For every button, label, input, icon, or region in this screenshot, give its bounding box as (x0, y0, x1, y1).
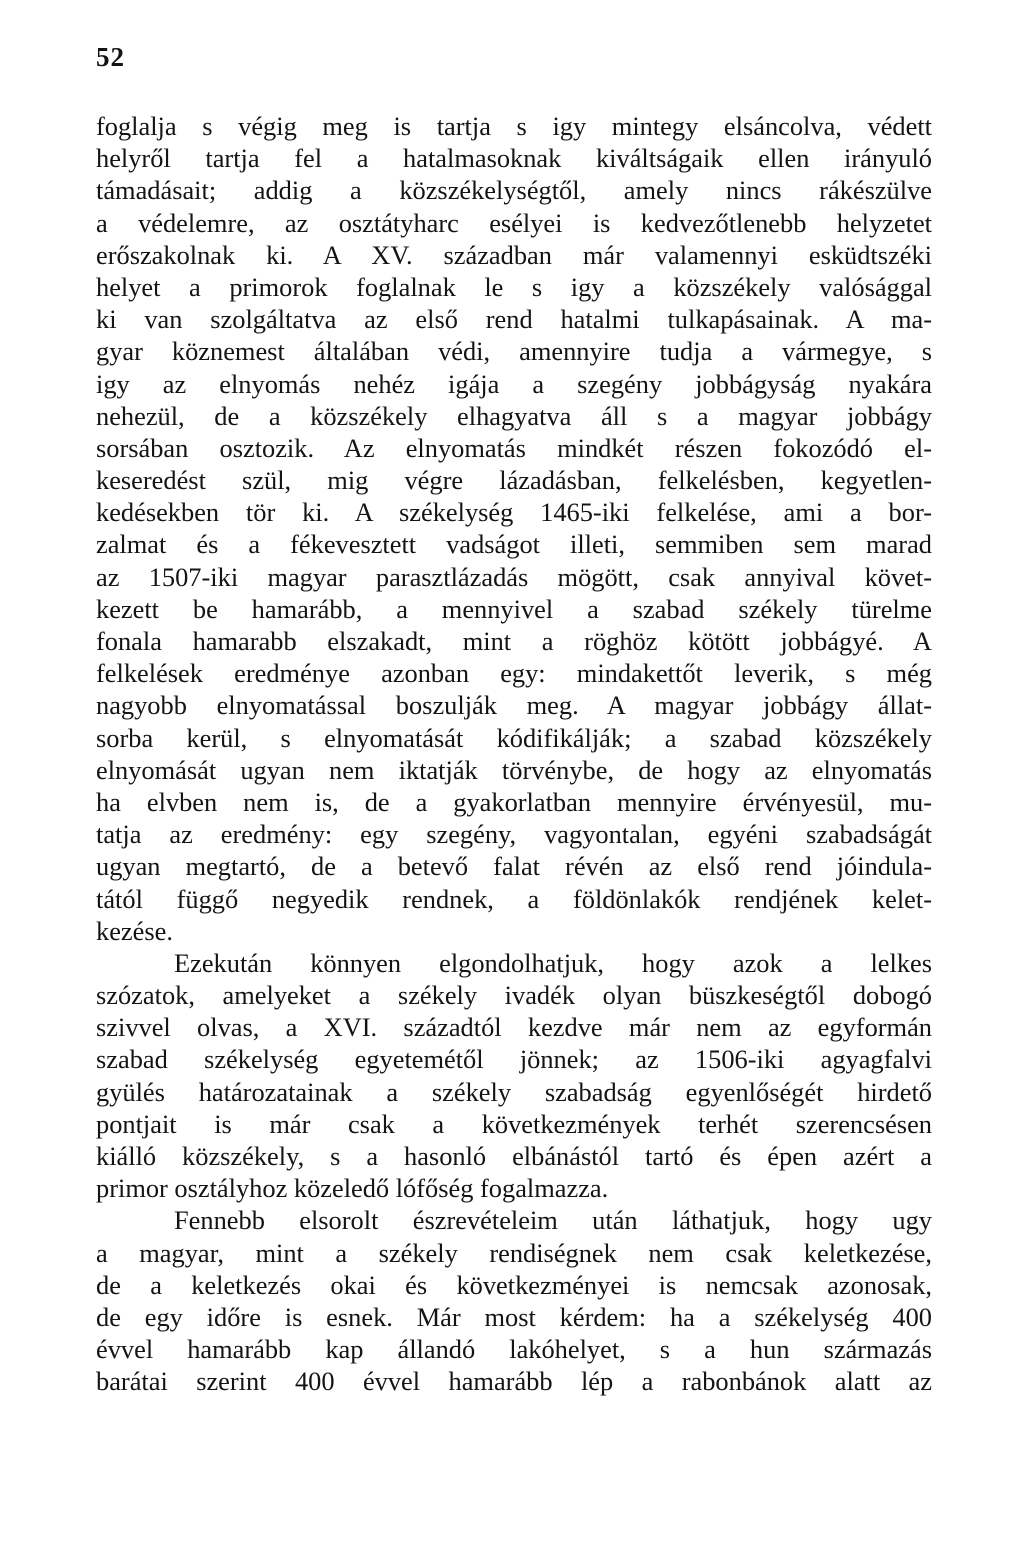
paragraph-1 (96, 110, 932, 947)
text-line: kiálló közszékely, s a hasonló elbánástól tartó és épen azért a (96, 1141, 932, 1171)
text-line: igy az elnyomás nehéz igája a szegény jobbágyság nyakára (96, 368, 932, 399)
text-line: gyar köznemest általában védi, amennyire tudja a vármegye, s (96, 336, 932, 367)
text-line: Fennebb elsorolt észrevételeim után láthatjuk, hogy ugy (174, 1205, 932, 1236)
text-line: a védelemre, az osztátyharc esélyei is kedvezőtlenebb helyzetet (96, 207, 932, 238)
text-line: évvel hamarább kap állandó lakóhelyet, s a hun származás (96, 1334, 932, 1365)
text-line: kezett be hamarább, a mennyivel a szabad székely türelme (96, 593, 932, 624)
text-line: de a keletkezés okai és következményei is nemcsak azonosak, (96, 1269, 932, 1300)
text-line: felkelések eredménye azonban egy: mindakettőt leverik, s még (96, 658, 932, 689)
text-line: helyről tartja fel a hatalmasoknak kiváltságaik ellen irányuló (96, 143, 932, 174)
text-line: szózatok, amelyeket a székely ivadék olyan büszkeségtől dobogó (96, 980, 932, 1011)
text-line: zalmat és a fékevesztett vadságot illeti, semmiben sem marad (96, 529, 932, 560)
text-line: támadásait; addig a közszékelységtől, amely nincs rákészülve (96, 175, 932, 206)
text-line: barátai szerint 400 évvel hamarább lép a rabonbánok alatt az (96, 1366, 932, 1397)
text-line: de egy időre is esnek. Már most kérdem: ha a székelység 400 (96, 1301, 932, 1332)
text-line: a magyar, mint a székely rendiségnek nem csak keletkezése, (96, 1237, 932, 1268)
text-line: erőszakolnak ki. A XV. században már valamennyi esküdtszéki (96, 239, 932, 270)
text-line: szivvel olvas, a XVI. századtól kezdve már nem az egyformán (96, 1012, 932, 1043)
text-line: tatja az eredmény: egy szegény, vagyontalan, egyéni szabadságát (96, 819, 932, 850)
text-line: nehezül, de a közszékely elhagyatva áll s a magyar jobbágy (96, 400, 932, 431)
text-line: ugyan megtartó, de a betevő falat révén az első rend jóindula- (96, 851, 932, 882)
text-line: sorsában osztozik. Az elnyomatás mindkét részen fokozódó el- (96, 432, 932, 463)
text-line: keseredést szül, mig végre lázadásban, felkelésben, kegyetlen- (96, 465, 932, 496)
text-line: helyet a primorok foglalnak le s igy a közszékely valósággal (96, 271, 932, 302)
text-line: foglalja s végig meg is tartja s igy mintegy elsáncolva, védett (96, 111, 932, 141)
text-line: tától függő negyedik rendnek, a földönlakók rendjének kelet- (96, 883, 932, 914)
text-line: ki van szolgáltatva az első rend hatalmi tulkapásainak. A ma- (96, 304, 932, 335)
text-line: fonala hamarabb elszakadt, mint a röghöz kötött jobbágyé. A (96, 626, 932, 656)
text-line: az 1507-iki magyar parasztlázadás mögött, csak annyival követ- (96, 561, 932, 592)
paragraph-2 (96, 947, 932, 1205)
text-line: kedésekben tör ki. A székelység 1465-iki felkelése, ami a bor- (96, 497, 932, 528)
text-line: kezése. (96, 915, 173, 946)
text-line: sorba kerül, s elnyomatását kódifikálják; a szabad közszékely (96, 722, 932, 753)
page-number: 52 (96, 42, 125, 72)
text-line: nagyobb elnyomatással boszulják meg. A magyar jobbágy állat- (96, 690, 932, 721)
text-line: pontjait is már csak a következmények terhét szerencsésen (96, 1108, 932, 1139)
text-line: szabad székelység egyetemétől jönnek; az 1506-iki agyagfalvi (96, 1044, 932, 1075)
text-line: ha elvben nem is, de a gyakorlatban mennyire érvényesül, mu- (96, 786, 932, 817)
paragraph-3 (96, 1204, 932, 1397)
text-line: gyülés határozatainak a székely szabadság egyenlőségét hirdető (96, 1076, 932, 1107)
text-line: Ezekután könnyen elgondolhatjuk, hogy azok a lelkes (174, 947, 932, 978)
text-line: elnyomását ugyan nem iktatják törvénybe, de hogy az elnyomatás (96, 754, 932, 785)
text-line: primor osztályhoz közeledő lófőség fogalmazza. (96, 1173, 609, 1204)
body-text (96, 110, 932, 1398)
